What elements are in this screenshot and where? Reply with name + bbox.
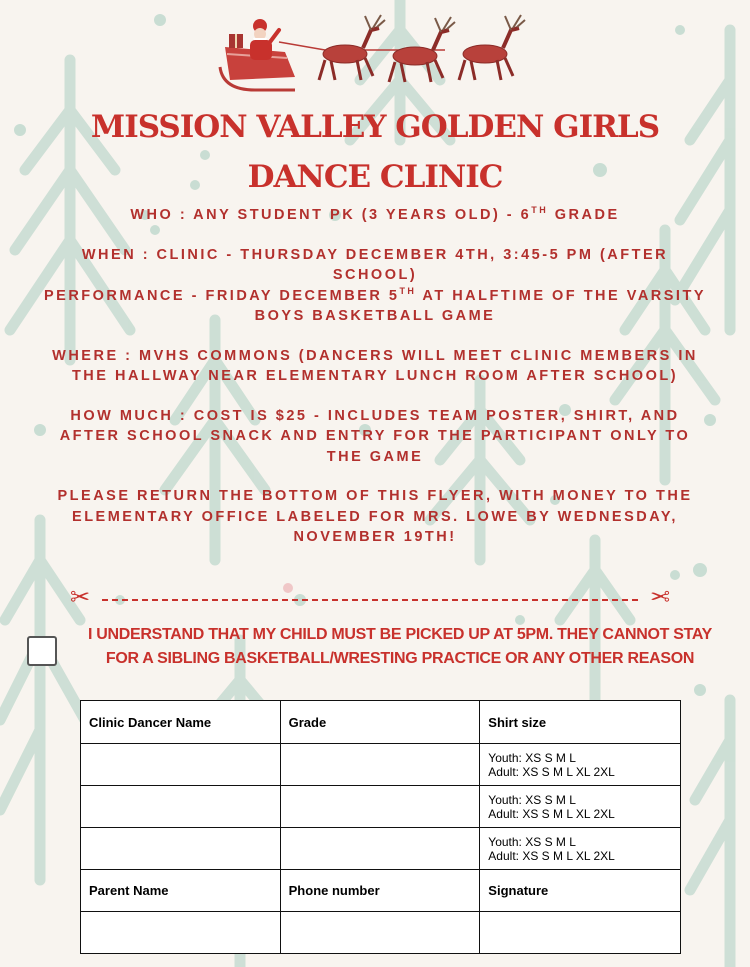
who-line	[40, 205, 710, 226]
phone-number-cell[interactable]	[280, 912, 480, 954]
header-parent-name: Parent Name	[81, 870, 281, 912]
performance-sup: TH	[399, 285, 417, 296]
table-row	[81, 744, 681, 786]
signature-cell[interactable]	[480, 912, 681, 954]
grade-cell[interactable]	[280, 786, 480, 828]
performance-tail: AT HALFTIME OF THE VARSITY BOYS BASKETBALL GAME	[254, 287, 706, 324]
dancer-name-cell[interactable]	[81, 744, 281, 786]
performance-text: PERFORMANCE - FRIDAY DECEMBER 5	[43, 287, 400, 304]
shirt-size-cell[interactable]	[480, 786, 681, 828]
where-line: WHERE : MVHS COMMONS (DANCERS WILL MEET CLINIC MEMBERS IN THE HALLWAY NEAR ELEMENTARY LUNCH ROOM AFTER SCHOOL)	[52, 347, 698, 384]
parent-name-cell[interactable]	[81, 912, 281, 954]
table-row	[81, 786, 681, 828]
shirt-adult-options: Adult: XS S M L XL 2XL	[488, 806, 615, 821]
header-grade: Grade	[280, 701, 480, 744]
parent-header-row	[81, 870, 681, 912]
header-phone-number: Phone number	[280, 870, 480, 912]
registration-form-table	[80, 700, 681, 954]
pickup-notice: I UNDERSTAND THAT MY CHILD MUST BE PICKED UP AT 5PM. THEY CANNOT STAY FOR A SIBLING BASKETBALL/WRESTING PRACTICE OR ANY OTHER REASON	[87, 626, 713, 667]
header-shirt-size: Shirt size	[480, 701, 681, 744]
performance-line	[40, 286, 710, 327]
event-details	[40, 205, 710, 548]
return-instructions: PLEASE RETURN THE BOTTOM OF THIS FLYER, WITH MONEY TO THE ELEMENTARY OFFICE LABELED FOR MRS. LOWE BY WEDNESDAY, NOVEMBER 19TH!	[57, 488, 693, 545]
header-dancer-name: Clinic Dancer Name	[81, 701, 281, 744]
cut-line	[70, 584, 670, 613]
dashed-divider	[102, 599, 638, 601]
shirt-adult-options: Adult: XS S M L XL 2XL	[488, 848, 615, 863]
shirt-youth-options: Youth: XS S M L	[488, 750, 576, 765]
header-signature: Signature	[480, 870, 681, 912]
dancer-name-cell[interactable]	[81, 828, 281, 870]
table-row	[81, 912, 681, 954]
who-tail: GRADE	[548, 207, 620, 223]
title-line-2: DANCE CLINIC	[247, 159, 503, 195]
who-sup: TH	[531, 205, 549, 216]
grade-cell[interactable]	[280, 828, 480, 870]
table-header-row	[81, 701, 681, 744]
title-line-1: MISSION VALLEY GOLDEN GIRLS	[90, 109, 660, 145]
santa-sleigh-reindeer-illustration	[215, 12, 535, 97]
shirt-adult-options: Adult: XS S M L XL 2XL	[488, 764, 615, 779]
when-line: WHEN : CLINIC - THURSDAY DECEMBER 4TH, 3:45-5 PM (AFTER SCHOOL)	[81, 246, 669, 283]
shirt-youth-options: Youth: XS S M L	[488, 792, 576, 807]
who-text: WHO : ANY STUDENT PK (3 YEARS OLD) - 6	[130, 207, 532, 223]
shirt-size-cell[interactable]	[480, 828, 681, 870]
shirt-size-cell[interactable]	[480, 744, 681, 786]
how-much-line: HOW MUCH : COST IS $25 - INCLUDES TEAM POSTER, SHIRT, AND AFTER SCHOOL SNACK AND ENTRY FOR THE PARTICIPANT ONLY TO THE GAME	[59, 407, 691, 465]
dancer-name-cell[interactable]	[81, 786, 281, 828]
shirt-youth-options: Youth: XS S M L	[488, 834, 576, 849]
scissors-right-icon: ✂	[649, 584, 670, 611]
grade-cell[interactable]	[280, 744, 480, 786]
scissors-left-icon: ✂	[70, 584, 91, 611]
flyer-title	[0, 102, 750, 202]
table-row	[81, 828, 681, 870]
acknowledgement-checkbox[interactable]	[27, 636, 57, 666]
